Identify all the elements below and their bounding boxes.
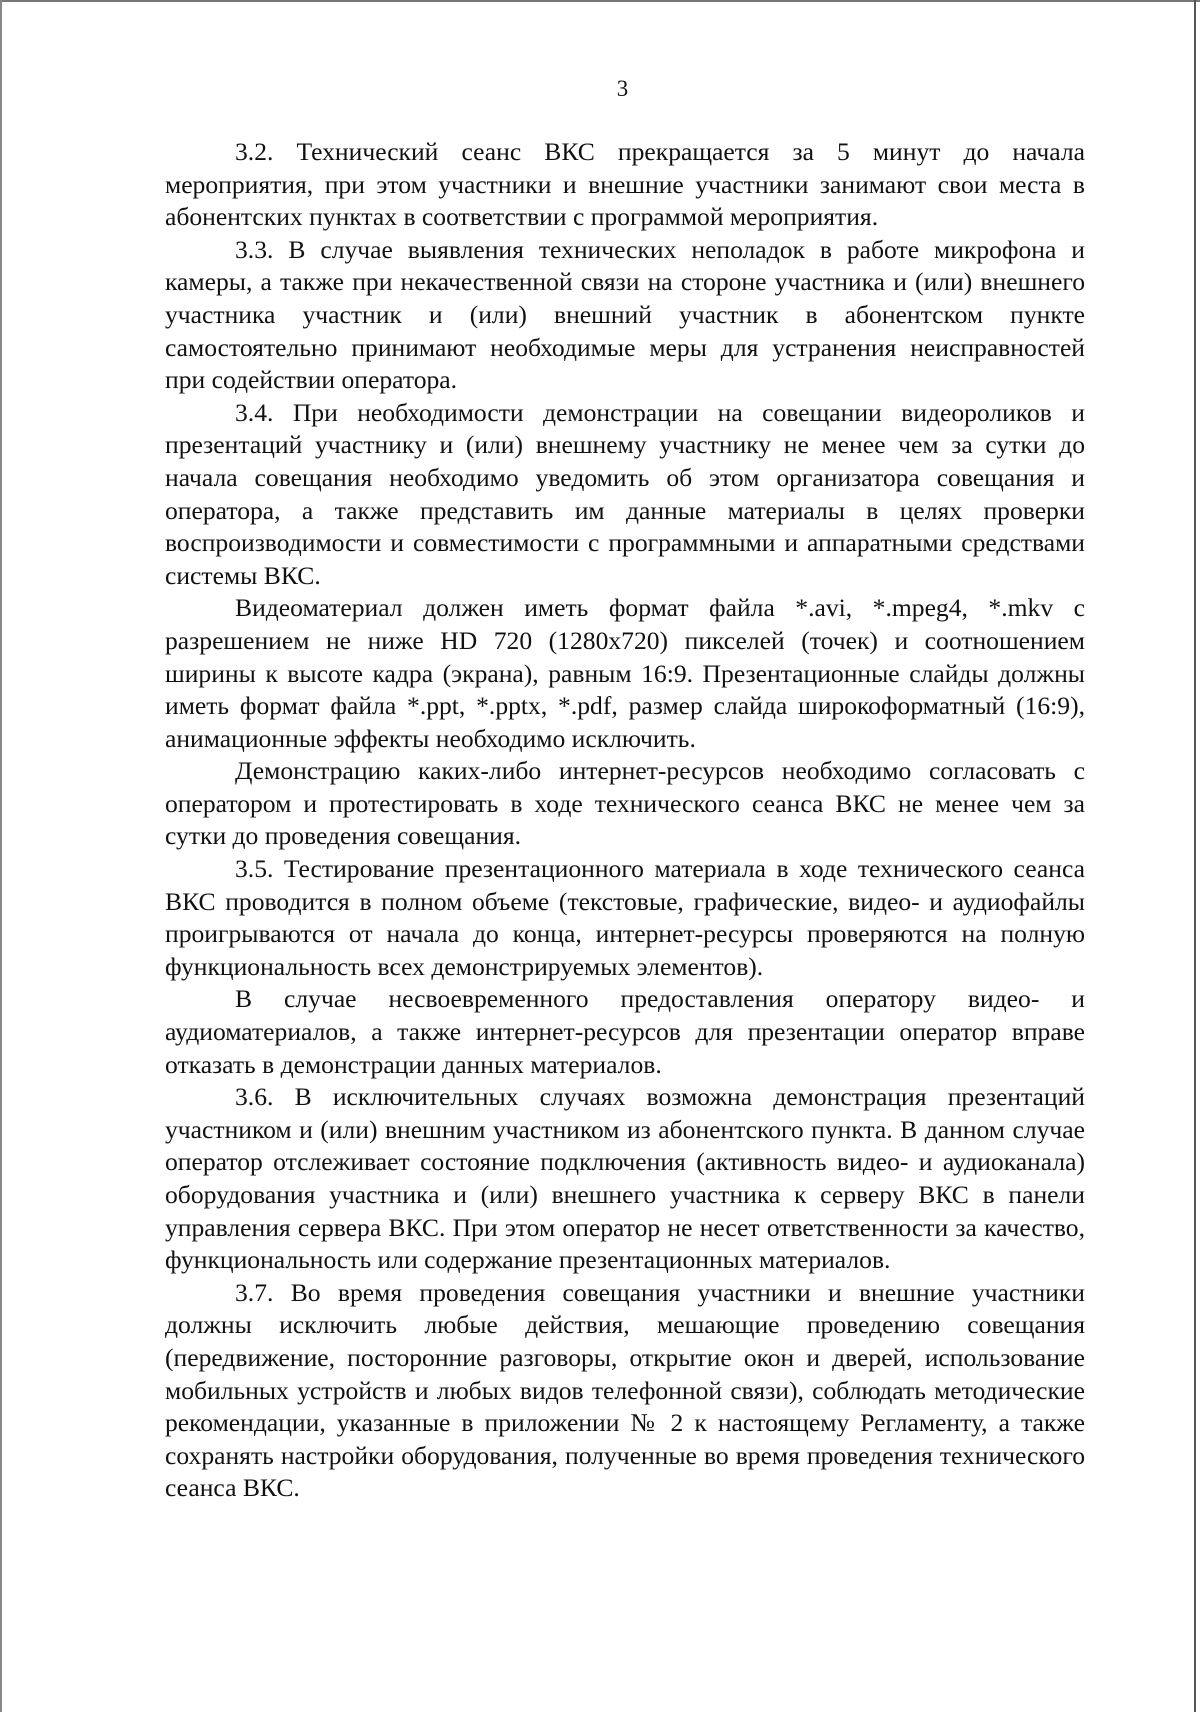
page-number: 3 (616, 76, 629, 101)
paragraph-3-2: 3.2. Технический сеанс ВКС прекращается за 5 минут до начала мероприятия, при этом участники и внешние участники занимают свои места в абонентских пунктах в соответствии с программой мероприятия. (165, 137, 1085, 232)
paragraph-3-4: 3.4. При необходимости демонстрации на совещании видеороликов и презентаций участнику и (или) внешнему участнику не менее чем за сутки до начала совещания необходимо уведомить об этом организатора совещания и оператора, а также представить им данные материалы в целях проверки воспроизводимости и совместимости с программными и аппаратными средствами системы ВКС. (165, 397, 1085, 590)
paragraph-3-7: 3.7. Во время проведения совещания участники и внешние участники должны исключить любые действия, мешающие проведению совещания (передвижение, посторонние разговоры, открытие окон и дверей, использование мобильных устройств и любых видов телефонной связи), соблюдать методические рекомендации, указанные в приложении № 2 к настоящему Регламенту, а также сохранять настройки оборудования, полученные во время проведения технического сеанса ВКС. (165, 1277, 1085, 1503)
paragraph-3-6: 3.6. В исключительных случаях возможна демонстрация презентаций участником и (или) внешним участником из абонентского пункта. В данном случае оператор отслеживает состояние подключения (активность видео- и аудиоканала) оборудования участника и (или) внешнего участника к серверу ВКС в панели управления сервера ВКС. При этом оператор не несет ответственности за качество, функциональность или содержание презентационных материалов. (165, 1082, 1085, 1275)
scan-edge-left (0, 0, 2, 1712)
paragraph-internet-resources: Демонстрацию каких-либо интернет-ресурсов необходимо согласовать с оператором и протестировать в ходе технического сеанса ВКС не менее чем за сутки до проведения совещания. (165, 756, 1085, 851)
paragraph-video-format: Видеоматериал должен иметь формат файла *.avi, *.mpeg4, *.mkv с разрешением не ниже HD 720 (1280x720) пикселей (точек) и соотношением ширины к высоте кадра (экрана), равным 16:9. Презентационные слайды должны иметь формат файла *.ppt, *.pptx, *.pdf, размер слайда широкоформатный (16:9), анимационные эффекты необходимо исключить. (165, 593, 1085, 753)
paragraph-late-materials: В случае несвоевременного предоставления оператору видео- и аудиоматериалов, а также интернет-ресурсов для презентации оператор вправе отказать в демонстрации данных материалов. (165, 984, 1085, 1079)
scan-edge-top (0, 0, 1200, 2)
paragraph-3-3: 3.3. В случае выявления технических неполадок в работе микрофона и камеры, а также при некачественной связи на стороне участника и (или) внешнего участника участник и (или) внешний участник в абонентском пункте самостоятельно принимают необходимые меры для устранения неисправностей при содействии оператора. (165, 234, 1085, 395)
paragraph-3-5: 3.5. Тестирование презентационного материала в ходе технического сеанса ВКС проводится в полном объеме (текстовые, графические, видео- и аудиофайлы проигрываются от начала до конца, интернет-ресурсы проверяются на полную функциональность всех демонстрируемых элементов). (165, 854, 1085, 981)
document-body (165, 136, 1085, 1505)
scan-edge-right (1194, 0, 1196, 1712)
